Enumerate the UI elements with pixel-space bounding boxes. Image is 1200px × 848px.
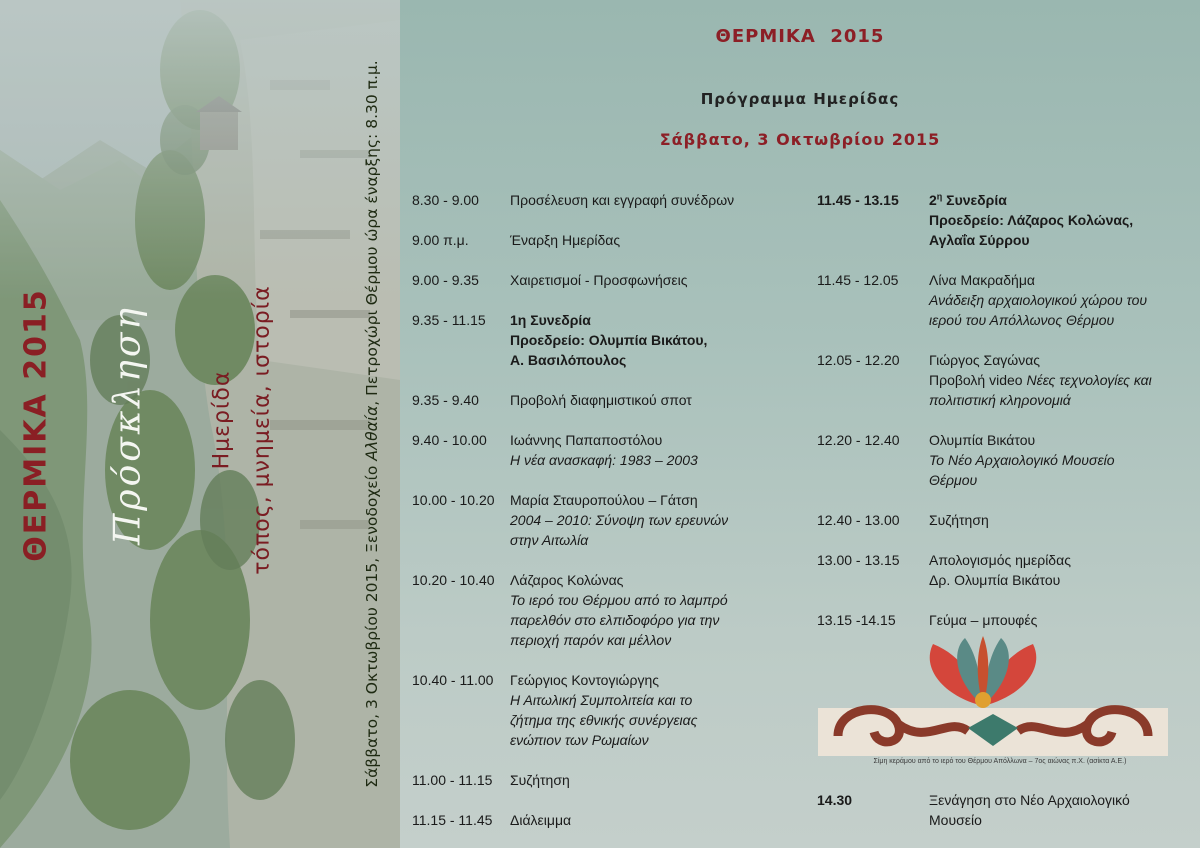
schedule-time: 10.20 - 10.40	[412, 572, 495, 588]
schedule-description	[510, 190, 802, 210]
schedule-description	[510, 490, 802, 550]
schedule-time: 9.35 - 9.40	[412, 392, 479, 408]
schedule-description	[929, 610, 1187, 630]
schedule-description	[510, 310, 802, 370]
schedule-description	[929, 350, 1187, 410]
schedule-time: 14.30	[817, 792, 853, 808]
schedule-time: 11.15 - 11.45	[412, 812, 493, 828]
schedule-line: Προβολή διαφημιστικού σποτ	[510, 392, 692, 408]
ornament-caption: Σίμη κεράμου από το ιερό του Θέρμου Απόλλωνα – 7ος αιώνας π.Χ. (ασίκτα Α.Ε.)	[873, 758, 1127, 765]
schedule-line: Συζήτηση	[510, 772, 570, 788]
schedule-line: Ξενάγηση στο Νέο Αρχαιολογικό	[929, 792, 1130, 808]
schedule-time: 12.20 - 12.40	[817, 432, 900, 448]
schedule-time: 11.00 - 11.15	[412, 772, 493, 788]
schedule-line: παρελθόν στο ελπιδοφόρο για την	[510, 612, 720, 628]
schedule-time: 13.15 -14.15	[817, 612, 896, 628]
schedule-description	[929, 430, 1187, 490]
schedule-time: 11.45 - 13.15	[817, 192, 899, 208]
program-subtitle: Πρόγραμμα Ημερίδας	[700, 90, 900, 108]
schedule-line: Προβολή video Νέες τεχνολογίες και	[929, 372, 1152, 388]
schedule-line: Ανάδειξη αρχαιολογικού χώρου του	[929, 292, 1148, 308]
schedule-line: Η Αιτωλική Συμπολιτεία και το	[510, 692, 693, 708]
schedule-line: Δρ. Ολυμπία Βικάτου	[929, 572, 1061, 588]
schedule-row	[412, 770, 802, 790]
program-panel	[400, 0, 1200, 848]
schedule-row	[412, 270, 802, 290]
schedule-line: Γεύμα – μπουφές	[929, 612, 1038, 628]
schedule-line: Διάλειμμα	[510, 812, 572, 828]
schedule-time: 8.30 - 9.00	[412, 192, 479, 208]
schedule-description	[510, 270, 802, 290]
schedule-line: Λάζαρος Κολώνας	[510, 572, 624, 588]
schedule-line: Προσέλευση και εγγραφή συνέδρων	[510, 192, 735, 208]
schedule-line: Συζήτηση	[929, 512, 989, 528]
schedule-row	[412, 570, 802, 650]
schedule-time: 9.00 π.μ.	[412, 232, 469, 248]
schedule-time: 9.00 - 9.35	[412, 272, 479, 288]
schedule-row	[412, 230, 802, 250]
schedule-line: πολιτιστική κληρονομιά	[929, 392, 1071, 408]
schedule-line: Ιωάννης Παπαποστόλου	[510, 432, 663, 448]
schedule-line: Γεώργιος Κοντογιώργης	[510, 672, 659, 688]
schedule-row	[412, 670, 802, 750]
schedule-line: Προεδρείο: Ολυμπία Βικάτου,	[510, 332, 708, 348]
program-title: ΘΕΡΜΙΚΑ 2015	[715, 26, 885, 47]
schedule-description	[510, 390, 802, 410]
schedule-line: Προεδρείο: Λάζαρος Κολώνας,	[929, 212, 1134, 228]
schedule-description	[510, 430, 802, 470]
schedule-time: 13.00 - 13.15	[817, 552, 900, 568]
schedule-row	[817, 190, 1187, 250]
schedule-row	[817, 270, 1187, 330]
schedule-line: Μαρία Σταυροπούλου – Γάτση	[510, 492, 698, 508]
schedule-line: Μουσείο	[929, 812, 982, 828]
cover-panel: ΘΕΡΜΙΚΑ 2015 Πρόσκληση Ημερίδα τόπος, μνημεία, ιστορία Σάββατο, 3 Οκτωβρίου 2015, Ξενοδοχείο Αλθαία, Πετροχώρι Θέρμου ώρα έναρξης: 8.30 π.μ.	[0, 0, 400, 848]
schedule-line: $2^\eta$ Συνεδρία	[929, 191, 1007, 208]
schedule-description	[510, 810, 802, 830]
antefix-ornament-image	[818, 636, 1168, 761]
landscape-photo	[0, 0, 400, 848]
schedule-row	[412, 310, 802, 370]
schedule-time: 10.00 - 10.20	[412, 492, 495, 508]
schedule-description	[929, 790, 1187, 830]
schedule-line: Θέρμου	[929, 472, 978, 488]
schedule-row	[412, 190, 802, 210]
schedule-line: Λίνα Μακραδήμα	[929, 272, 1035, 288]
schedule-description	[929, 510, 1187, 530]
schedule-time: 12.05 - 12.20	[817, 352, 900, 368]
schedule-row	[817, 790, 1187, 830]
schedule-line: 2004 – 2010: Σύνοψη των ερευνών	[510, 512, 729, 528]
schedule-line: ιερού του Απόλλωνος Θέρμου	[929, 312, 1115, 328]
schedule-description	[510, 230, 802, 250]
schedule-time: 9.35 - 11.15	[412, 312, 486, 328]
schedule-row	[412, 810, 802, 830]
schedule-line: Χαιρετισμοί - Προσφωνήσεις	[510, 272, 688, 288]
schedule-line: Αγλαΐα Σύρρου	[929, 232, 1030, 248]
schedule-line: Η νέα ανασκαφή: 1983 – 2003	[510, 452, 698, 468]
schedule-time: 11.45 - 12.05	[817, 272, 899, 288]
schedule-row	[817, 510, 1187, 530]
schedule-time: 10.40 - 11.00	[412, 672, 494, 688]
schedule-description	[929, 270, 1187, 330]
schedule-line: Έναρξη Ημερίδας	[510, 232, 621, 248]
schedule-line: Το ιερό του Θέρμου από το λαμπρό	[510, 592, 728, 608]
schedule-line: ζήτημα της εθνικής συνέργειας	[510, 712, 698, 728]
schedule-line: Ολυμπία Βικάτου	[929, 432, 1036, 448]
schedule-line: Απολογισμός ημερίδας	[929, 552, 1071, 568]
schedule-line: 1η Συνεδρία	[510, 312, 591, 328]
schedule-line: ενώπιον των Ρωμαίων	[510, 732, 649, 748]
schedule-row	[412, 430, 802, 470]
schedule-row	[817, 610, 1187, 630]
schedule-line: Το Νέο Αρχαιολογικό Μουσείο	[929, 452, 1115, 468]
schedule-description	[929, 190, 1187, 250]
program-date: Σάββατο, 3 Οκτωβρίου 2015	[659, 130, 941, 149]
schedule-description	[510, 670, 802, 750]
schedule-line: Α. Βασιλόπουλος	[510, 352, 627, 368]
schedule-description	[929, 550, 1187, 590]
schedule-row	[412, 390, 802, 410]
schedule-description	[510, 570, 802, 650]
venue-name: Αλθαία	[363, 405, 381, 461]
schedule-time: 9.40 - 10.00	[412, 432, 487, 448]
schedule-row	[817, 550, 1187, 590]
schedule-line: περιοχή παρόν και μέλλον	[510, 632, 672, 648]
schedule-row	[817, 430, 1187, 490]
schedule-line: στην Αιτωλία	[510, 532, 589, 548]
schedule-line: Γιώργος Σαγώνας	[929, 352, 1041, 368]
schedule-description	[510, 770, 802, 790]
schedule-time: 12.40 - 13.00	[817, 512, 900, 528]
schedule-row	[412, 490, 802, 550]
schedule-row	[817, 350, 1187, 410]
